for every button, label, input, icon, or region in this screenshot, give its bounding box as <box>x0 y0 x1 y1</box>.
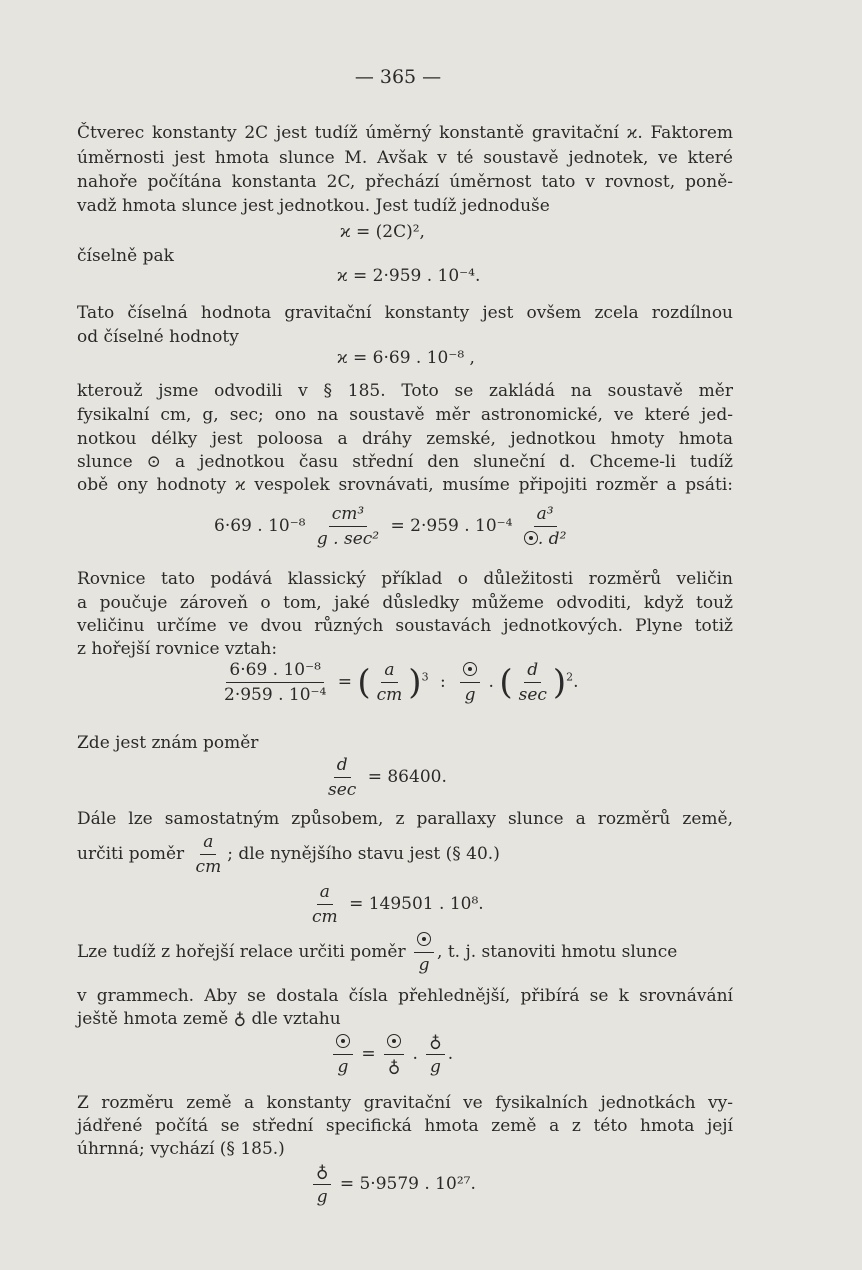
fraction-numerator: 6·69 . 10⁻⁸ <box>226 660 323 683</box>
text-line: jádřené počítá se střední specifická hmota země a z této hmota její <box>77 1116 733 1136</box>
text-line: Z rozměru země a konstanty gravitační ve fysikalních jednotkách vy- <box>77 1093 733 1113</box>
fraction-sun-over-g <box>414 930 434 975</box>
fraction-numerator: a <box>317 882 333 905</box>
fraction-denominator: g <box>337 1057 349 1077</box>
sun-symbol-icon <box>387 1034 401 1048</box>
text-line: nahoře počítána konstanta 2C, přechází úměrnost tato v rovnost, poně- <box>77 172 733 192</box>
fraction-cm3-over-gsec2 <box>314 504 382 549</box>
fraction-denominator: g <box>418 955 430 975</box>
sun-symbol-icon <box>463 662 477 676</box>
fraction-d-over-sec <box>516 660 550 705</box>
fraction-sun-over-g <box>333 1032 353 1077</box>
text-fragment: , t. j. stanoviti hmotu slunce <box>437 942 678 962</box>
fraction-a-over-cm <box>309 882 341 927</box>
equation-kappa-2c: ϰ = (2C)², <box>340 222 425 242</box>
equation-a-over-cm <box>306 882 484 927</box>
fraction-denominator: g <box>430 1057 441 1077</box>
fraction-denominator: cm <box>195 857 222 877</box>
fraction-d-over-sec <box>325 755 359 800</box>
fraction-earth-over-g <box>426 1032 444 1077</box>
equation-value: = 5·9579 . 10²⁷. <box>339 1174 476 1194</box>
text-line: v grammech. Aby se dostala čísla přehlednější, přibírá se k srovnávání <box>77 986 733 1006</box>
fraction-numerator: cm³ <box>329 504 367 527</box>
equation-dimensional <box>214 504 572 549</box>
equation-value: = 86400. <box>367 767 447 787</box>
fraction-numerator: a <box>381 660 397 683</box>
equation-kappa-value-2: ϰ = 6·69 . 10⁻⁸ , <box>337 348 475 368</box>
equation-sun-earth: g = ♁ . $\frac{♁}{g}$ . <box>330 1032 453 1077</box>
text-line: Čtverec konstanty 2C jest tudíž úměrný konstantě gravitační ϰ. Faktorem <box>77 123 733 143</box>
text-line: slunce ⊙ a jednotkou času střední den sluneční d. Chceme-li tudíž <box>77 452 733 472</box>
fraction-numerator: a³ <box>534 504 557 527</box>
fraction-a-over-cm <box>374 660 406 705</box>
earth-symbol-icon: ♁ <box>429 1032 442 1052</box>
fraction-denominator: g <box>316 1187 328 1207</box>
exponent: 3 <box>421 670 429 684</box>
fraction-earth-over-g <box>313 1162 331 1207</box>
text-line: obě ony hodnoty ϰ vespolek srovnávati, musíme připojiti rozměr a psáti: <box>77 475 733 495</box>
text-line: veličinu určíme ve dvou různých soustavách jednotkových. Plyne totiž <box>77 616 733 636</box>
page-number: — 365 — <box>354 66 442 88</box>
text-line-with-fraction <box>77 832 500 877</box>
text-fragment: určiti poměr <box>77 844 185 864</box>
text-line: z hořejší rovnice vztah: <box>77 639 278 659</box>
equation-kappa-value-1: ϰ = 2·959 . 10⁻⁴. <box>337 266 481 286</box>
equation-value: = 149501 . 10⁸. <box>349 894 484 914</box>
equation-ratio: $\frac{\text{6·69 . 10⁻⁸}}{\text{2·959 . 10⁻⁴}}$ = ( $\frac{a}{cm}$ )$^3$ : g . ( $\frac{d}{\sec}$ )$^2$. <box>218 660 579 705</box>
equation-right-value: = 2·959 . 10⁻⁴ <box>390 516 513 536</box>
text-line: a poučuje zároveň o tom, jaké důsledky můžeme odvoditi, když touž <box>77 593 733 613</box>
fraction-a3-over-sun-d2 <box>521 504 570 549</box>
fraction-denominator: g . sec² <box>316 529 380 549</box>
text-line: ještě hmota země ♁ dle vztahu <box>77 1009 341 1029</box>
text-line-with-fraction <box>77 930 677 975</box>
fraction-denominator <box>521 527 570 549</box>
exponent: 2 <box>566 670 574 684</box>
fraction-numerator: d <box>334 755 351 778</box>
fraction-numerator: a <box>200 832 216 855</box>
sun-symbol-icon <box>336 1034 350 1048</box>
earth-symbol-icon: ♁ <box>387 1057 401 1077</box>
text-line: od číselné hodnoty <box>77 327 239 347</box>
fraction-denominator: sec <box>328 780 357 800</box>
fraction-a-over-cm <box>193 832 225 877</box>
text-line: fysikalní cm, g, sec; ono na soustavě měr astronomické, ve které jed- <box>77 405 733 425</box>
text-line: notkou délky jest poloosa a dráhy zemské, jednotkou hmoty hmota <box>77 429 733 449</box>
d-squared: . d² <box>537 529 567 549</box>
sun-symbol-icon <box>524 531 538 545</box>
fraction-denominator: sec <box>518 685 547 705</box>
text-line: Zde jest znám poměr <box>77 733 259 753</box>
fraction-denominator: g <box>464 685 476 705</box>
text-line: úměrnosti jest hmota slunce M. Avšak v té soustavě jednotek, ve které <box>77 148 733 168</box>
text-line: úhrnná; vychází (§ 185.) <box>77 1139 285 1159</box>
text-line: kterouž jsme odvodili v § 185. Toto se zakládá na soustavě měr <box>77 381 733 401</box>
text-line: vadž hmota slunce jest jednotkou. Jest tudíž jednoduše <box>77 196 550 216</box>
fraction-denominator: cm <box>376 685 403 705</box>
earth-symbol-icon: ♁ <box>316 1162 329 1182</box>
sun-symbol-icon <box>417 932 431 946</box>
equation-left-value: 6·69 . 10⁻⁸ <box>214 516 306 536</box>
text-ciselne-pak: číselně pak <box>77 246 174 266</box>
text-line: Dále lze samostatným způsobem, z parallaxy slunce a rozměrů země, <box>77 809 733 829</box>
fraction-denominator: 2·959 . 10⁻⁴ <box>224 685 327 705</box>
fraction-ratio <box>221 660 329 705</box>
fraction-sun-over-earth <box>384 1032 404 1077</box>
text-line: Rovnice tato podává klassický příklad o důležitosti rozměrů veličin <box>77 569 733 589</box>
text-fragment: ; dle nynějšího stavu jest (§ 40.) <box>227 844 500 864</box>
text-line: Tato číselná hodnota gravitační konstanty jest ovšem zcela rozdílnou <box>77 303 733 323</box>
fraction-sun-over-g <box>460 660 480 705</box>
text-fragment: Lze tudíž z hořejší relace určiti poměr <box>77 942 406 962</box>
fraction-numerator: d <box>524 660 541 683</box>
fraction-denominator: cm <box>312 907 338 927</box>
equation-d-over-sec <box>322 755 447 800</box>
equation-earth-over-g <box>310 1162 476 1207</box>
